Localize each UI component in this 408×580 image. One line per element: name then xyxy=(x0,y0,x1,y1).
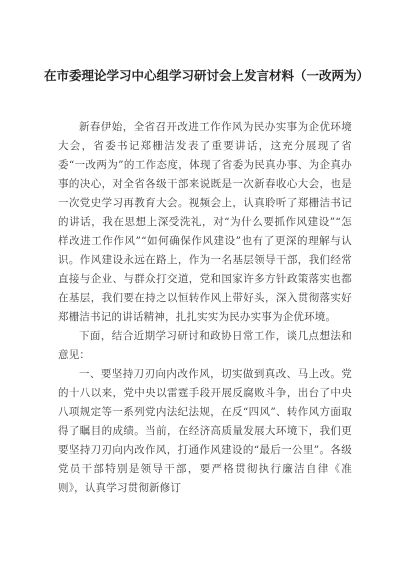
paragraph-intro: 新春伊始，全省召开改进工作作风为民办实事为企优环境大会，省委书记郑栅洁发表了重要讲话，这充分展现了省委“一改两为”的工作态度，体现了省委为民真办事、为企真办事的决心，对全省各级干部来说既是一次新春收心大会，也是一次党史学习再教育大会。视频会上，认真聆听了郑栅洁书记的讲话，我在思想上深受洗礼，对“为什么要抓作风建设”“怎样改进工作作风”“如何确保作风建设”也有了更深的理解与认识。作风建设永远在路上，作为一名基层领导干部，我们经常直接与企业、与群众打交道，党和国家许多方针政策落实也都在基层，我们要在持之以恒转作风上带好头，深入贯彻落实好郑栅洁书记的讲话精神，扎扎实实为民办实事为企优环境。 xyxy=(58,121,352,323)
document-body xyxy=(58,118,352,498)
document-title: 在市委理论学习中心组学习研讨会上发言材料（一改两为） xyxy=(44,68,370,83)
paragraph-point-one: 一、要坚持刀刃向内改作风，切实做到真改、马上改。党的十八以来，党中央以雷霆手段开展反腐败斗争，出台了中央八项规定等一系列党内法纪法规，在反“四风”、转作风方面取得了瞩目的成绩。当前，在经济高质量发展大环境下，我们更要坚持刀刃向内改作风，打通作风建设的“最后一公里”。各级党员干部特别是领导干部，要严格贯彻执行廉洁自律《准则》，认真学习贯彻新修订 xyxy=(58,368,352,494)
paragraph-transition: 下面，结合近期学习研讨和政协日常工作，谈几点想法和意见： xyxy=(58,330,352,361)
